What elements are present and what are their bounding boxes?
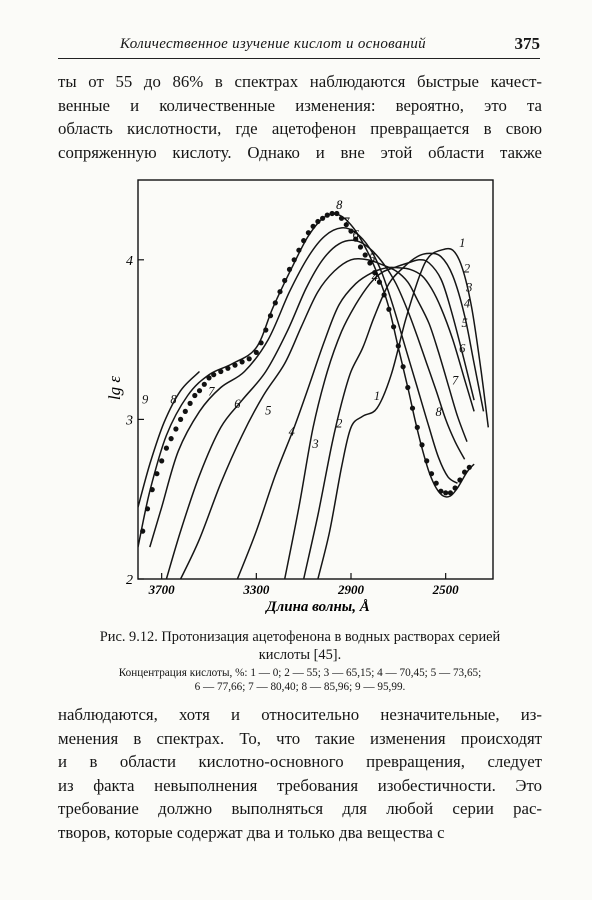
x-tick-label: 3700	[148, 582, 175, 597]
measured-point	[363, 252, 368, 257]
measured-point	[453, 485, 458, 490]
measured-point	[330, 211, 335, 216]
curve-label-4: 4	[463, 296, 471, 311]
measured-point	[301, 238, 306, 243]
measured-point	[169, 436, 174, 441]
measured-point	[202, 382, 207, 387]
measured-point	[154, 471, 159, 476]
series-curve-2	[304, 250, 484, 579]
series-curve-7	[150, 228, 458, 547]
measured-point	[405, 385, 410, 390]
measured-point	[240, 359, 245, 364]
curve-label-6: 6	[459, 341, 466, 356]
curve-label-2: 2	[336, 416, 343, 431]
measured-point	[263, 327, 268, 332]
measured-point	[225, 366, 230, 371]
curve-label-4: 4	[288, 424, 295, 439]
measured-point	[183, 409, 188, 414]
curve-label-4: 4	[371, 270, 378, 284]
measured-point	[410, 406, 415, 411]
measured-point	[306, 230, 311, 235]
measured-point	[419, 442, 424, 447]
caption-line: кислоты [45].	[258, 647, 342, 663]
measured-point	[140, 529, 145, 534]
curve-label-2: 2	[463, 261, 471, 276]
measured-point	[443, 490, 448, 495]
measured-point	[401, 364, 406, 369]
measured-point	[311, 224, 316, 229]
curve-label-5: 5	[461, 315, 468, 330]
measured-point	[296, 248, 301, 253]
figure-notes	[58, 666, 542, 694]
text-line: сопряженную кислоту. Однако и вне этой области также	[58, 142, 542, 162]
measured-point	[467, 465, 472, 470]
text-line: область кислотности, где ацетофенон превращается в свою	[58, 119, 542, 138]
measured-point	[232, 363, 237, 368]
measured-point	[292, 257, 297, 262]
notes-line: 6 — 77,66; 7 — 80,40; 8 — 85,96; 9 — 95,99.	[194, 681, 406, 693]
measured-point	[434, 481, 439, 486]
measured-point	[457, 477, 462, 482]
curve-label-1: 1	[459, 236, 466, 250]
text-line: творов, которые содержат два и только два вещества с	[58, 822, 445, 842]
caption-line: Рис. 9.12. Протонизация ацетофенона в водных растворах серией	[99, 629, 501, 645]
measured-point	[358, 244, 363, 249]
curve-label-7: 7	[208, 384, 215, 399]
measured-point	[268, 313, 273, 318]
measured-point	[391, 324, 396, 329]
measured-point	[448, 490, 453, 495]
figure-caption	[58, 628, 542, 664]
x-tick-label: 2500	[432, 582, 459, 597]
series-curves	[138, 214, 488, 579]
notes-line: Концентрация кислоты, %: 1 — 0; 2 — 55; 3 — 65,15; 4 — 70,45; 5 — 73,65;	[118, 667, 482, 679]
measured-point	[273, 300, 278, 305]
text-line: из факта невыполнения требования изобестичности. Это	[58, 775, 542, 795]
text-line: требование должно выполняться для любой серии рас-	[58, 799, 542, 818]
text-line: ты от 55 до 86% в спектрах наблюдаются быстрые качест-	[58, 72, 542, 91]
curve-labels	[142, 198, 472, 451]
curve-label-3: 3	[466, 280, 473, 295]
measured-point	[282, 278, 287, 283]
text-line: венные и количественные изменения: вероятно, это та	[58, 95, 542, 115]
measured-point	[145, 506, 150, 511]
measured-point	[254, 350, 259, 355]
page-number: 375	[514, 34, 540, 53]
series-curve-8	[138, 214, 474, 547]
curve-label-8: 8	[336, 198, 343, 213]
measured-point	[188, 401, 193, 406]
curve-label-6: 6	[234, 397, 241, 412]
measured-point	[315, 219, 320, 224]
curve-label-6: 6	[352, 227, 359, 242]
y-tick-label: 2	[126, 573, 133, 588]
y-axis-label: lg ε	[105, 375, 124, 401]
measured-point	[150, 487, 155, 492]
curve-label-5: 5	[265, 403, 272, 418]
running-header	[58, 36, 540, 59]
measured-point	[218, 369, 223, 374]
measured-point	[382, 292, 387, 297]
curve-label-5: 5	[369, 250, 376, 265]
measured-point	[287, 267, 292, 272]
series-curve-4	[237, 267, 474, 579]
measured-point	[259, 340, 264, 345]
measured-point	[415, 425, 420, 430]
x-tick-label: 3300	[243, 582, 270, 597]
paragraph-bottom	[58, 703, 542, 844]
measured-point	[277, 289, 282, 294]
x-tick-label: 2900	[338, 582, 364, 597]
x-axis-label: Длина волны, Å	[266, 599, 370, 615]
measured-point	[462, 470, 467, 475]
measured-point	[173, 426, 178, 431]
protonation-chart	[105, 178, 530, 626]
running-title: Количественное изучение кислот и оснований	[120, 36, 426, 52]
curve-label-3: 3	[312, 437, 319, 452]
measured-point	[247, 356, 252, 361]
measured-point	[197, 388, 202, 393]
curve-label-1: 1	[373, 389, 381, 404]
measured-point	[211, 372, 216, 377]
measured-point	[424, 458, 429, 463]
measured-point	[178, 417, 183, 422]
text-line: наблюдаются, хотя и относительно незначительные, из-	[58, 705, 542, 724]
curve-label-7: 7	[451, 373, 459, 388]
y-tick-label: 3	[126, 413, 133, 429]
paragraph-top	[58, 70, 542, 164]
measured-point	[192, 393, 197, 398]
measured-point	[438, 489, 443, 494]
measured-point	[206, 375, 211, 380]
curve-label-9: 9	[141, 392, 149, 407]
measured-point	[159, 458, 164, 463]
curve-label-7: 7	[343, 214, 350, 229]
curve-label-8: 8	[435, 405, 442, 420]
measured-point	[386, 307, 391, 312]
series-curve-5	[181, 259, 467, 579]
y-tick-label: 4	[126, 253, 133, 269]
measured-point	[164, 446, 169, 451]
measured-point	[429, 471, 434, 476]
curve-label-8: 8	[170, 392, 177, 407]
text-line: менения в спектрах. То, что такие изменения происходят	[58, 728, 542, 748]
text-line: и в области кислотно-основного превращения, следует	[58, 752, 542, 771]
measured-point	[320, 216, 325, 221]
measured-point	[325, 213, 330, 218]
measured-point	[396, 343, 401, 348]
